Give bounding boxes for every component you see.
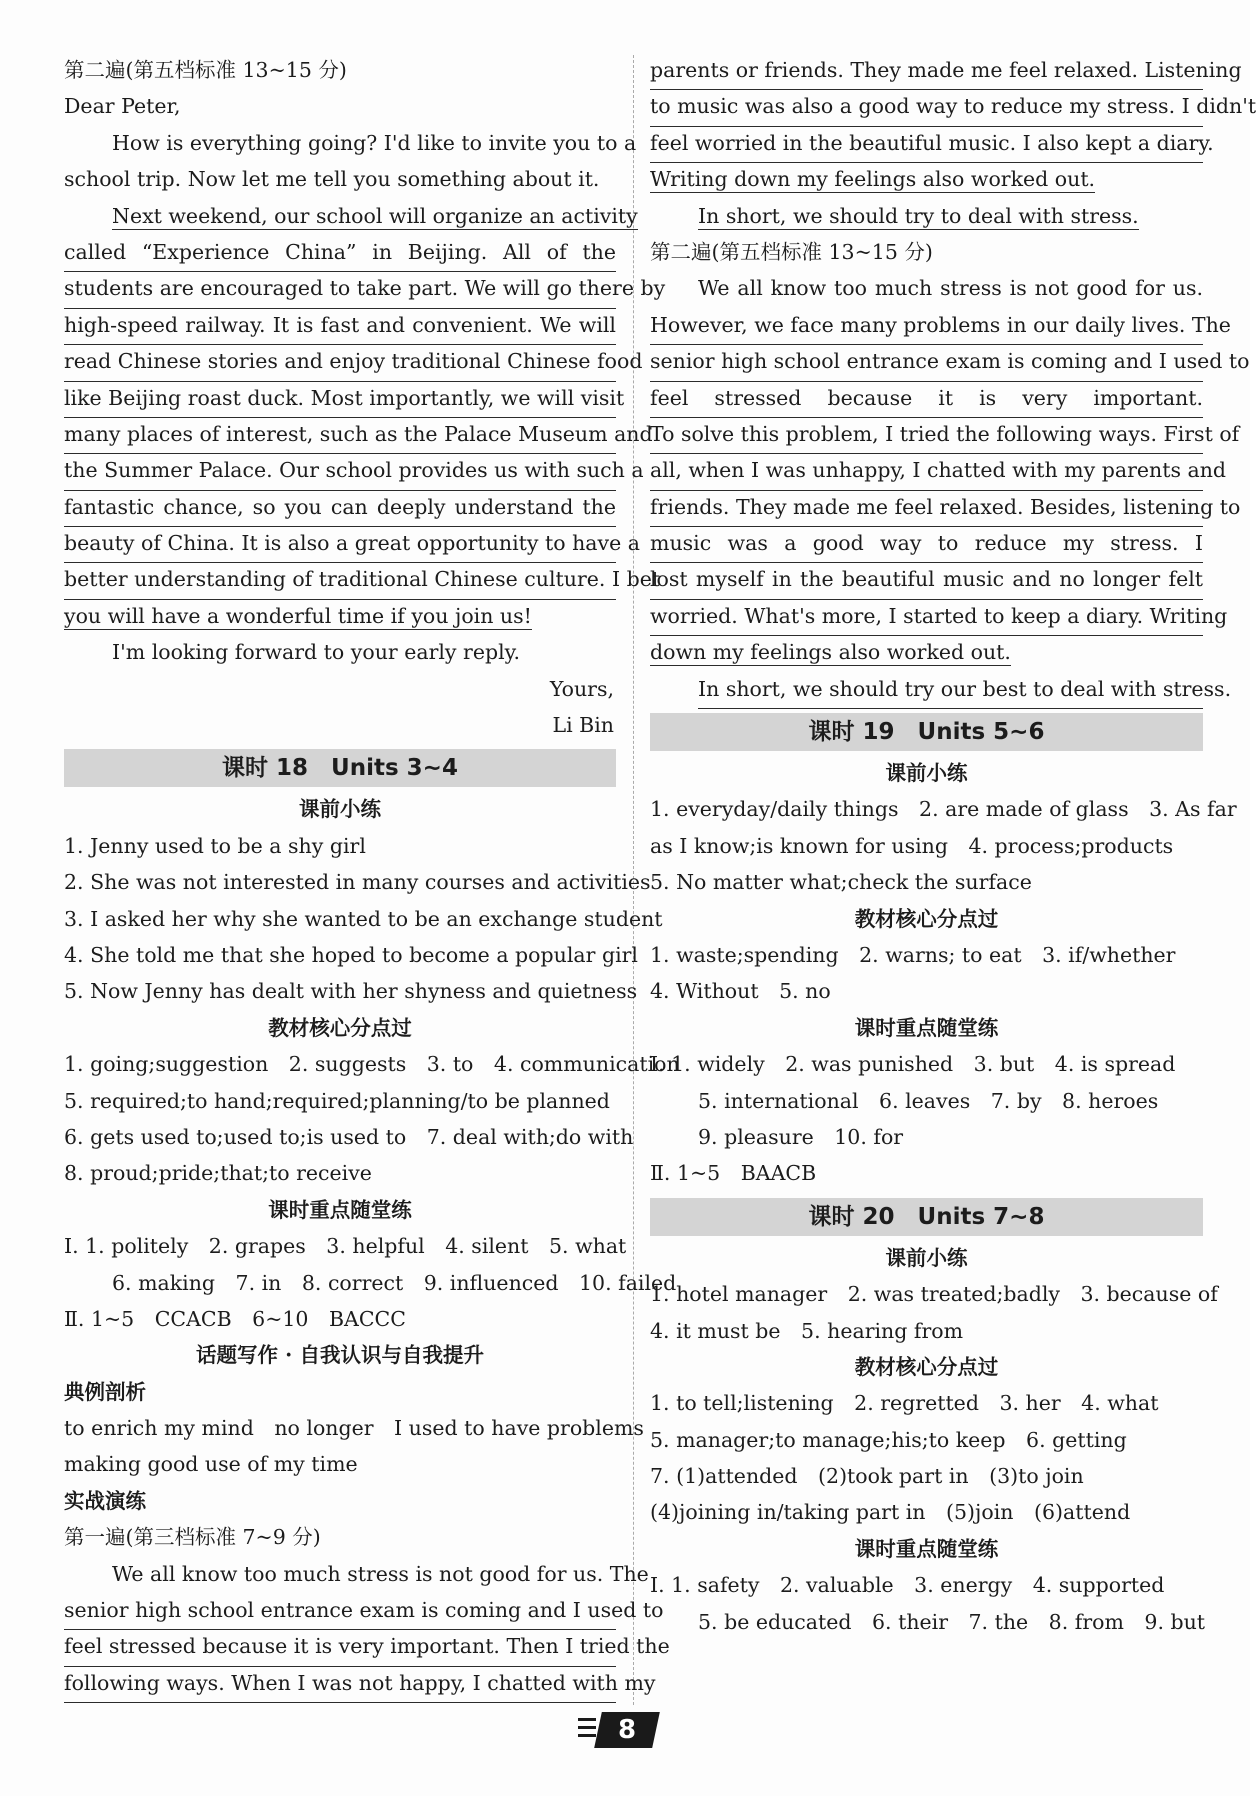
essay2-underlined-text: to music was also a good way to reduce my stress. I didn't — [650, 88, 1203, 126]
answer-line: 5. manager;to manage;his;to keep 6. getting — [650, 1427, 1127, 1452]
essay1-greeting: Dear Peter, — [64, 94, 181, 119]
answer-line: 4. it must be 5. hearing from — [650, 1318, 964, 1343]
essay3-underlined-text: To solve this problem, I tried the following ways. First of — [650, 416, 1203, 454]
subheading-practice-drill: 实战演练 — [64, 1488, 146, 1513]
lesson-20-banner: 课时 20 Units 7~8 — [650, 1198, 1203, 1236]
answer-line: to enrich my mind no longer I used to have problems — [64, 1416, 644, 1441]
essay3-underlined-text: senior high school entrance exam is coming and I used to — [650, 343, 1203, 381]
essay3-line — [650, 634, 1203, 670]
answer-line: 3. I asked her why she wanted to be an exchange student — [64, 906, 663, 931]
answer-line: Ⅰ. 1. politely 2. grapes 3. helpful 4. silent 5. what — [64, 1234, 627, 1259]
section-heading-writing-topic: 话题写作 · 自我认识与自我提升 — [196, 1343, 484, 1368]
page-number-text: 8 — [617, 1715, 637, 1745]
essay3-line — [650, 489, 1241, 525]
answer-line: 2. She was not interested in many courses and activities — [64, 870, 651, 895]
subheading-example-analysis: 典例剖析 — [64, 1379, 146, 1404]
essay1-line: school trip. Now let me tell you something about it. — [64, 167, 600, 192]
answer-line: 9. pleasure 10. for — [698, 1124, 904, 1149]
section-heading-class-practice: 课时重点随堂练 — [854, 1536, 999, 1561]
section-heading-core-points: 教材核心分点过 — [854, 906, 999, 931]
essay2-underlined-text: feel stressed because it is very important. Then I tried the — [64, 1628, 616, 1666]
answer-line: 5. international 6. leaves 7. by 8. heroes — [698, 1088, 1159, 1113]
essay1-underlined-text: beauty of China. It is also a great opportunity to have a — [64, 525, 616, 563]
essay3-line — [650, 380, 1203, 416]
essay1-line — [64, 489, 616, 525]
essay3-line — [650, 343, 1250, 379]
answer-line: 6. making 7. in 8. correct 9. influenced 10. failed — [112, 1270, 677, 1295]
essay1-line — [64, 598, 616, 634]
answer-line: Ⅰ. 1. safety 2. valuable 3. energy 4. supported — [650, 1573, 1165, 1598]
essay1-line — [64, 270, 666, 306]
essay1-line — [64, 452, 644, 488]
essay1-underlined-text: read Chinese stories and enjoy traditional Chinese food — [64, 343, 616, 381]
essay2-title: 第一遍(第三档标准 7~9 分) — [64, 1525, 321, 1550]
essay1-signoff: Yours, — [549, 676, 614, 701]
essay1-underlined-text: fantastic chance, so you can deeply understand the — [64, 489, 616, 527]
section-heading-class-practice: 课时重点随堂练 — [854, 1015, 999, 1040]
answer-line: 4. Without 5. no — [650, 979, 831, 1004]
answer-line: 8. proud;pride;that;to receive — [64, 1161, 372, 1186]
essay3-underlined-text: However, we face many problems in our daily lives. The — [650, 307, 1203, 345]
essay1-line — [64, 198, 638, 234]
essay3-title: 第二遍(第五档标准 13~15 分) — [650, 239, 933, 264]
answer-line: as I know;is known for using 4. process;products — [650, 833, 1174, 858]
essay1-title: 第二遍(第五档标准 13~15 分) — [64, 58, 347, 82]
essay1-underlined-text: many places of interest, such as the Palace Museum and — [64, 416, 616, 454]
essay1-signature: Li Bin — [552, 713, 614, 738]
essay2-line — [650, 125, 1214, 161]
essay1-underlined-text: like Beijing roast duck. Most importantly, we will visit — [64, 380, 616, 418]
essay3-line — [650, 598, 1228, 634]
essay3-line — [650, 561, 1203, 597]
answer-line: 6. gets used to;used to;is used to 7. deal with;do with — [64, 1124, 634, 1149]
answer-line: (4)joining in/taking part in (5)join (6)attend — [650, 1500, 1131, 1525]
lesson-18-banner: 课时 18 Units 3~4 — [64, 749, 616, 787]
essay1-closing: I'm looking forward to your early reply. — [112, 640, 521, 665]
essay2-line — [64, 1628, 670, 1664]
essay2-line — [650, 52, 1242, 88]
essay2-underlined-text: senior high school entrance exam is coming and I used to — [64, 1592, 616, 1630]
answer-line: 1. to tell;listening 2. regretted 3. her 4. what — [650, 1391, 1159, 1416]
section-heading-pre-practice: 课前小练 — [885, 761, 968, 786]
essay3-underlined-text: all, when I was unhappy, I chatted with my parents and — [650, 452, 1203, 490]
essay1-underlined-text: you will have a wonderful time if you join us! — [64, 603, 532, 628]
answer-line: 1. hotel manager 2. was treated;badly 3. because of — [650, 1282, 1218, 1307]
answer-line: 4. She told me that she hoped to become a popular girl — [64, 942, 638, 967]
essay1-line — [64, 307, 616, 343]
answer-line: Ⅰ. 1. widely 2. was punished 3. but 4. is spread — [650, 1052, 1176, 1077]
essay1-line — [64, 343, 643, 379]
essay3-underlined-text: In short, we should try our best to deal with stress. — [698, 671, 1203, 709]
essay3-underlined-text: friends. They made me feel relaxed. Besides, listening to — [650, 489, 1203, 527]
answer-line: 5. Now Jenny has dealt with her shyness and quietness — [64, 979, 638, 1004]
essay3-line — [650, 671, 1232, 707]
essay2-underlined-text: Writing down my feelings also worked out. — [650, 167, 1096, 192]
right-column — [650, 52, 1256, 1640]
answer-line: making good use of my time — [64, 1452, 358, 1477]
page-number — [594, 1712, 660, 1748]
section-heading-pre-practice: 课前小练 — [885, 1245, 968, 1270]
essay1-underlined-text: the Summer Palace. Our school provides us with such a — [64, 452, 616, 490]
answer-line: 7. (1)attended (2)took part in (3)to join — [650, 1464, 1084, 1489]
essay3-line — [650, 416, 1240, 452]
page-number-decoration — [578, 1718, 596, 1742]
answer-line: Ⅱ. 1~5 BAACB — [650, 1161, 817, 1186]
essay2-line: We all know too much stress is not good for us. The — [112, 1561, 649, 1586]
essay1-line — [64, 525, 640, 561]
essay1-line — [64, 561, 661, 597]
essay2-underlined-text: feel worried in the beautiful music. I also kept a diary. — [650, 125, 1203, 163]
essay2-line — [64, 1592, 664, 1628]
lesson-19-banner: 课时 19 Units 5~6 — [650, 713, 1203, 751]
essay3-line: We all know too much stress is not good for us. — [698, 276, 1203, 301]
essay1-underlined-text: better understanding of traditional Chinese culture. I bet — [64, 561, 616, 599]
essay1-underlined-text: called “Experience China” in Beijing. All of the — [64, 234, 616, 272]
essay1-line — [64, 380, 625, 416]
section-heading-core-points: 教材核心分点过 — [268, 1015, 412, 1040]
essay1-underlined-text: high-speed railway. It is fast and convenient. We will — [64, 307, 616, 345]
essay2-underlined-text: following ways. When I was not happy, I chatted with my — [64, 1665, 616, 1703]
left-column — [64, 52, 680, 1701]
essay3-line — [650, 452, 1227, 488]
essay1-underlined-text: students are encouraged to take part. We will go there by — [64, 270, 616, 308]
essay1-line — [64, 416, 653, 452]
essay3-underlined-text: worried. What's more, I started to keep a diary. Writing — [650, 598, 1203, 636]
answer-line: 5. No matter what;check the surface — [650, 870, 1032, 895]
essay2-line — [650, 198, 1203, 234]
essay3-underlined-text: lost myself in the beautiful music and no longer felt — [650, 561, 1203, 599]
section-heading-pre-practice: 课前小练 — [299, 797, 381, 822]
essay2-line — [650, 161, 1203, 197]
answer-line: 1. waste;spending 2. warns; to eat 3. if/whether — [650, 942, 1176, 967]
essay2-line — [64, 1665, 656, 1701]
essay3-underlined-text: music was a good way to reduce my stress. I — [650, 525, 1203, 563]
essay2-underlined-text: parents or friends. They made me feel relaxed. Listening — [650, 52, 1203, 90]
essay3-underlined-text: feel stressed because it is very important. — [650, 380, 1203, 418]
essay1-underlined-text: Next weekend, our school will organize an activity — [112, 203, 638, 228]
answer-line: 5. be educated 6. their 7. the 8. from 9. but — [698, 1609, 1206, 1634]
answer-line: 1. Jenny used to be a shy girl — [64, 833, 366, 858]
essay3-line — [650, 307, 1231, 343]
essay3-line — [650, 525, 1203, 561]
essay3-underlined-text: down my feelings also worked out. — [650, 640, 1011, 665]
essay1-line — [64, 234, 616, 270]
answer-line: 1. going;suggestion 2. suggests 3. to 4. communication — [64, 1052, 680, 1077]
essay1-line: How is everything going? I'd like to invite you to a — [112, 130, 637, 155]
essay2-underlined-text: In short, we should try to deal with stress. — [698, 203, 1139, 228]
answer-line: 1. everyday/daily things 2. are made of glass 3. As far — [650, 797, 1237, 822]
essay2-line — [650, 88, 1256, 124]
answer-line: Ⅱ. 1~5 CCACB 6~10 BACCC — [64, 1306, 406, 1331]
section-heading-core-points: 教材核心分点过 — [854, 1354, 999, 1379]
section-heading-class-practice: 课时重点随堂练 — [268, 1197, 412, 1222]
answer-line: 5. required;to hand;required;planning/to be planned — [64, 1088, 610, 1113]
